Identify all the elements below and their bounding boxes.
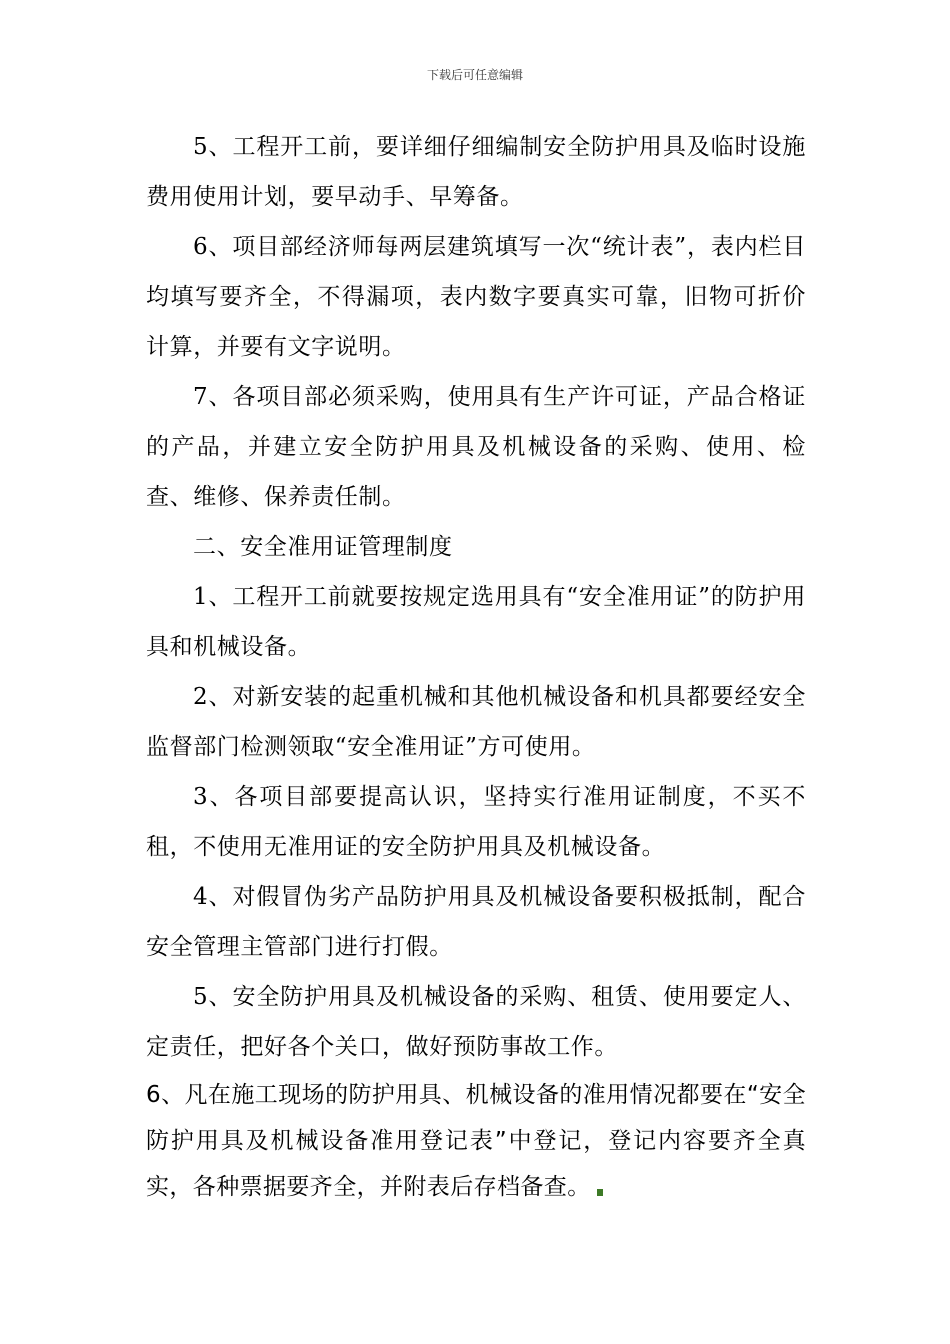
document-body (146, 122, 806, 1210)
paragraph-3-permit-system: 3、各项目部要提高认识，坚持实行准用证制度，不买不租，不使用无准用证的安全防护用具及机械设备。 (146, 784, 806, 860)
paragraph-1-select-certified: 1、工程开工前就要按规定选用具有“安全准用证”的防护用具和机械设备。 (146, 584, 806, 660)
end-of-text-marker-icon (597, 1189, 603, 1196)
paragraph-6-statistics-table: 6、项目部经济师每两层建筑填写一次“统计表”，表内栏目均填写要齐全，不得漏项，表内数字要真实可靠，旧物可折价计算，并要有文字说明。 (146, 234, 806, 360)
page-header-note: 下载后可任意编辑 (426, 68, 523, 82)
paragraph-4-counterfeit: 4、对假冒伪劣产品防护用具及机械设备要积极抵制，配合安全管理主管部门进行打假。 (146, 884, 806, 960)
paragraph-5-budget-plan: 5、工程开工前，要详细仔细编制安全防护用具及临时设施费用使用计划，要早动手、早筹备。 (146, 134, 806, 210)
paragraph-6-registration-text: 6、凡在施工现场的防护用具、机械设备的准用情况都要在“安全防护用具及机械设备准用登记表”中登记，登记内容要齐全真实，各种票据要齐全，并附表后存档备查。 (146, 1082, 806, 1200)
paragraph-6-registration (146, 1072, 806, 1210)
section-heading-safety-permit: 二、安全准用证管理制度 (193, 534, 453, 560)
paragraph-7-procurement: 7、各项目部必须采购，使用具有生产许可证，产品合格证的产品，并建立安全防护用具及机械设备的采购、使用、检查、维修、保养责任制。 (146, 384, 806, 510)
paragraph-2-inspection: 2、对新安装的起重机械和其他机械设备和机具都要经安全监督部门检测领取“安全准用证”方可使用。 (146, 684, 806, 760)
paragraph-5-responsibility: 5、安全防护用具及机械设备的采购、租赁、使用要定人、定责任，把好各个关口，做好预防事故工作。 (146, 984, 806, 1060)
